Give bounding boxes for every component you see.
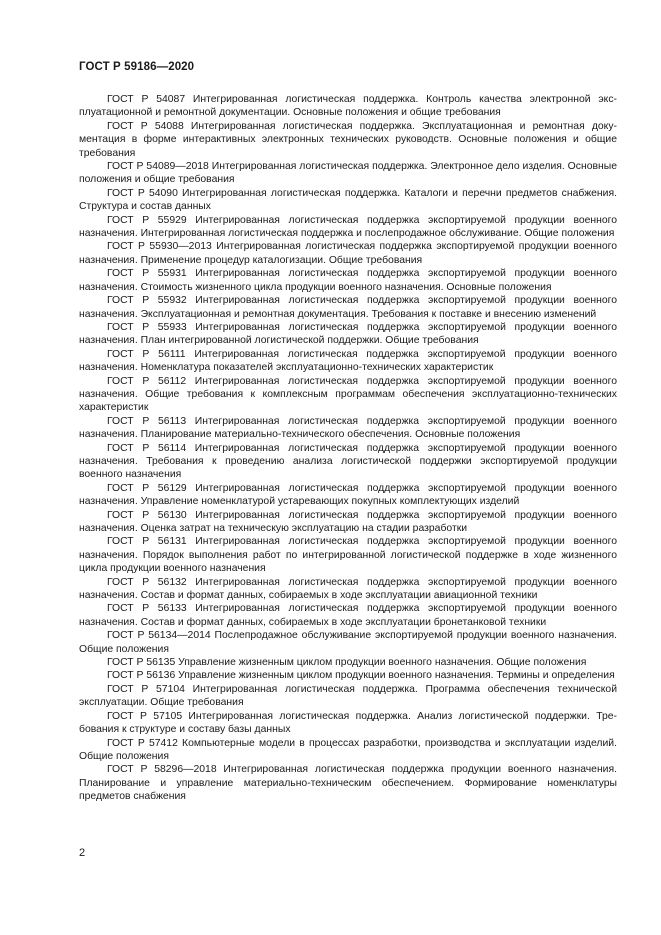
reference-item: ГОСТ Р 57412 Компьютерные модели в процессах разработки, производства и эксплуатации изделий. Общие положения [79,737,617,762]
reference-item: ГОСТ Р 55930—2013 Интегрированная логистическая поддержка экспортируемой продукции военного назначения. Применение процедур каталогизации. Общие требования [79,241,617,266]
reference-item: ГОСТ Р 56113 Интегрированная логистическая поддержка экспортируемой продукции военного назначения. Планирование материально-технического обеспечения. Основные положения [79,415,617,441]
document-header: ГОСТ Р 59186—2020 [79,61,195,73]
reference-item: ГОСТ Р 56111 Интегрированная логистическая поддержка экспортируемой продукции военного назначения. Номенклатура показателей эксплуатационно-технических характеристик [79,348,617,374]
reference-item: ГОСТ Р 55929 Интегрированная логистическая поддержка экспортируемой продукции военного назначения. Интегрированная логистическая поддержка и послепродажное обслуживание. Общие положения [79,214,617,240]
reference-item: ГОСТ Р 55932 Интегрированная логистическая поддержка экспортируемой продукции военного назначения. Эксплуатационная и ремонтная документация. Требования к поставке и внесению изменений [79,295,617,320]
reference-item: ГОСТ Р 58296—2018 Интегрированная логистическая поддержка продукции военного назначения. Планирование и управление материально-техническим обеспечением. Формирование номенклатуры предметов снабжения [79,764,617,803]
reference-item: ГОСТ Р 54087 Интегрированная логистическая поддержка. Контроль качества электронной эксплуатационной и ремонтной документации. Основные положения и общие требования [79,94,617,119]
reference-item: ГОСТ Р 54090 Интегрированная логистическая поддержка. Каталоги и перечни предметов снабжения. Структура и состав данных [79,187,617,213]
reference-item: ГОСТ Р 56132 Интегрированная логистическая поддержка экспортируемой продукции военного назначения. Состав и формат данных, собираемых в ходе эксплуатации авиационной техники [79,576,617,602]
reference-item: ГОСТ Р 56130 Интегрированная логистическая поддержка экспортируемой продукции военного назначения. Оценка затрат на техническую эксплуатацию на стадии разработки [79,509,617,534]
reference-item: ГОСТ Р 55931 Интегрированная логистическая поддержка экспортируемой продукции военного назначения. Стоимость жизненного цикла продукции военного назначения. Основные положения [79,268,617,293]
reference-item: ГОСТ Р 54088 Интегрированная логистическая поддержка. Эксплуатационная и ремонтная документация в форме интерактивных электронных технических руководств. Основные положения и общие требования [79,120,617,159]
reference-item: ГОСТ Р 56134—2014 Послепродажное обслуживание экспортируемой продукции военного назначения. Общие положения [79,630,617,655]
reference-item: ГОСТ Р 56136 Управление жизненным циклом продукции военного назначения. Термины и определения [107,670,615,682]
reference-item: ГОСТ Р 56133 Интегрированная логистическая поддержка экспортируемой продукции военного назначения. Состав и формат данных, собираемых в ходе эксплуатации бронетанковой техники [79,603,617,628]
reference-item: ГОСТ Р 56114 Интегрированная логистическая поддержка экспортируемой продукции военного назначения. Требования к проведению анализа логистической поддержки экспортируемой продукции военного назначения [79,442,617,481]
reference-item: ГОСТ Р 56135 Управление жизненным циклом продукции военного назначения. Общие положения [107,657,587,669]
normative-references-list [79,93,617,804]
reference-item: ГОСТ Р 56112 Интегрированная логистическая поддержка экспортируемой продукции военного назначения. Общие требования к комплексным программам обеспечения эксплуатационно-технических характеристик [79,375,617,414]
reference-item: ГОСТ Р 55933 Интегрированная логистическая поддержка экспортируемой продукции военного назначения. План интегрированной логистической поддержки. Общие требования [79,321,617,347]
reference-item: ГОСТ Р 57105 Интегрированная логистическая поддержка. Анализ логистической поддержки. Требования к структуре и составу базы данных [79,710,617,736]
page-number: 2 [79,847,86,859]
reference-item: ГОСТ Р 56131 Интегрированная логистическая поддержка экспортируемой продукции военного назначения. Порядок выполнения работ по интегрированной логистической поддержке в ходе жизненного цикла продукции военного назначения [79,536,617,575]
reference-item: ГОСТ Р 54089—2018 Интегрированная логистическая поддержка. Электронное дело изделия. Основные положения и общие требования [79,161,617,186]
reference-item: ГОСТ Р 57104 Интегрированная логистическая поддержка. Программа обеспечения технической эксплуатации. Общие требования [79,683,617,709]
reference-item: ГОСТ Р 56129 Интегрированная логистическая поддержка экспортируемой продукции военного назначения. Управление номенклатурой устаревающих покупных комплектующих изделий [79,482,617,508]
